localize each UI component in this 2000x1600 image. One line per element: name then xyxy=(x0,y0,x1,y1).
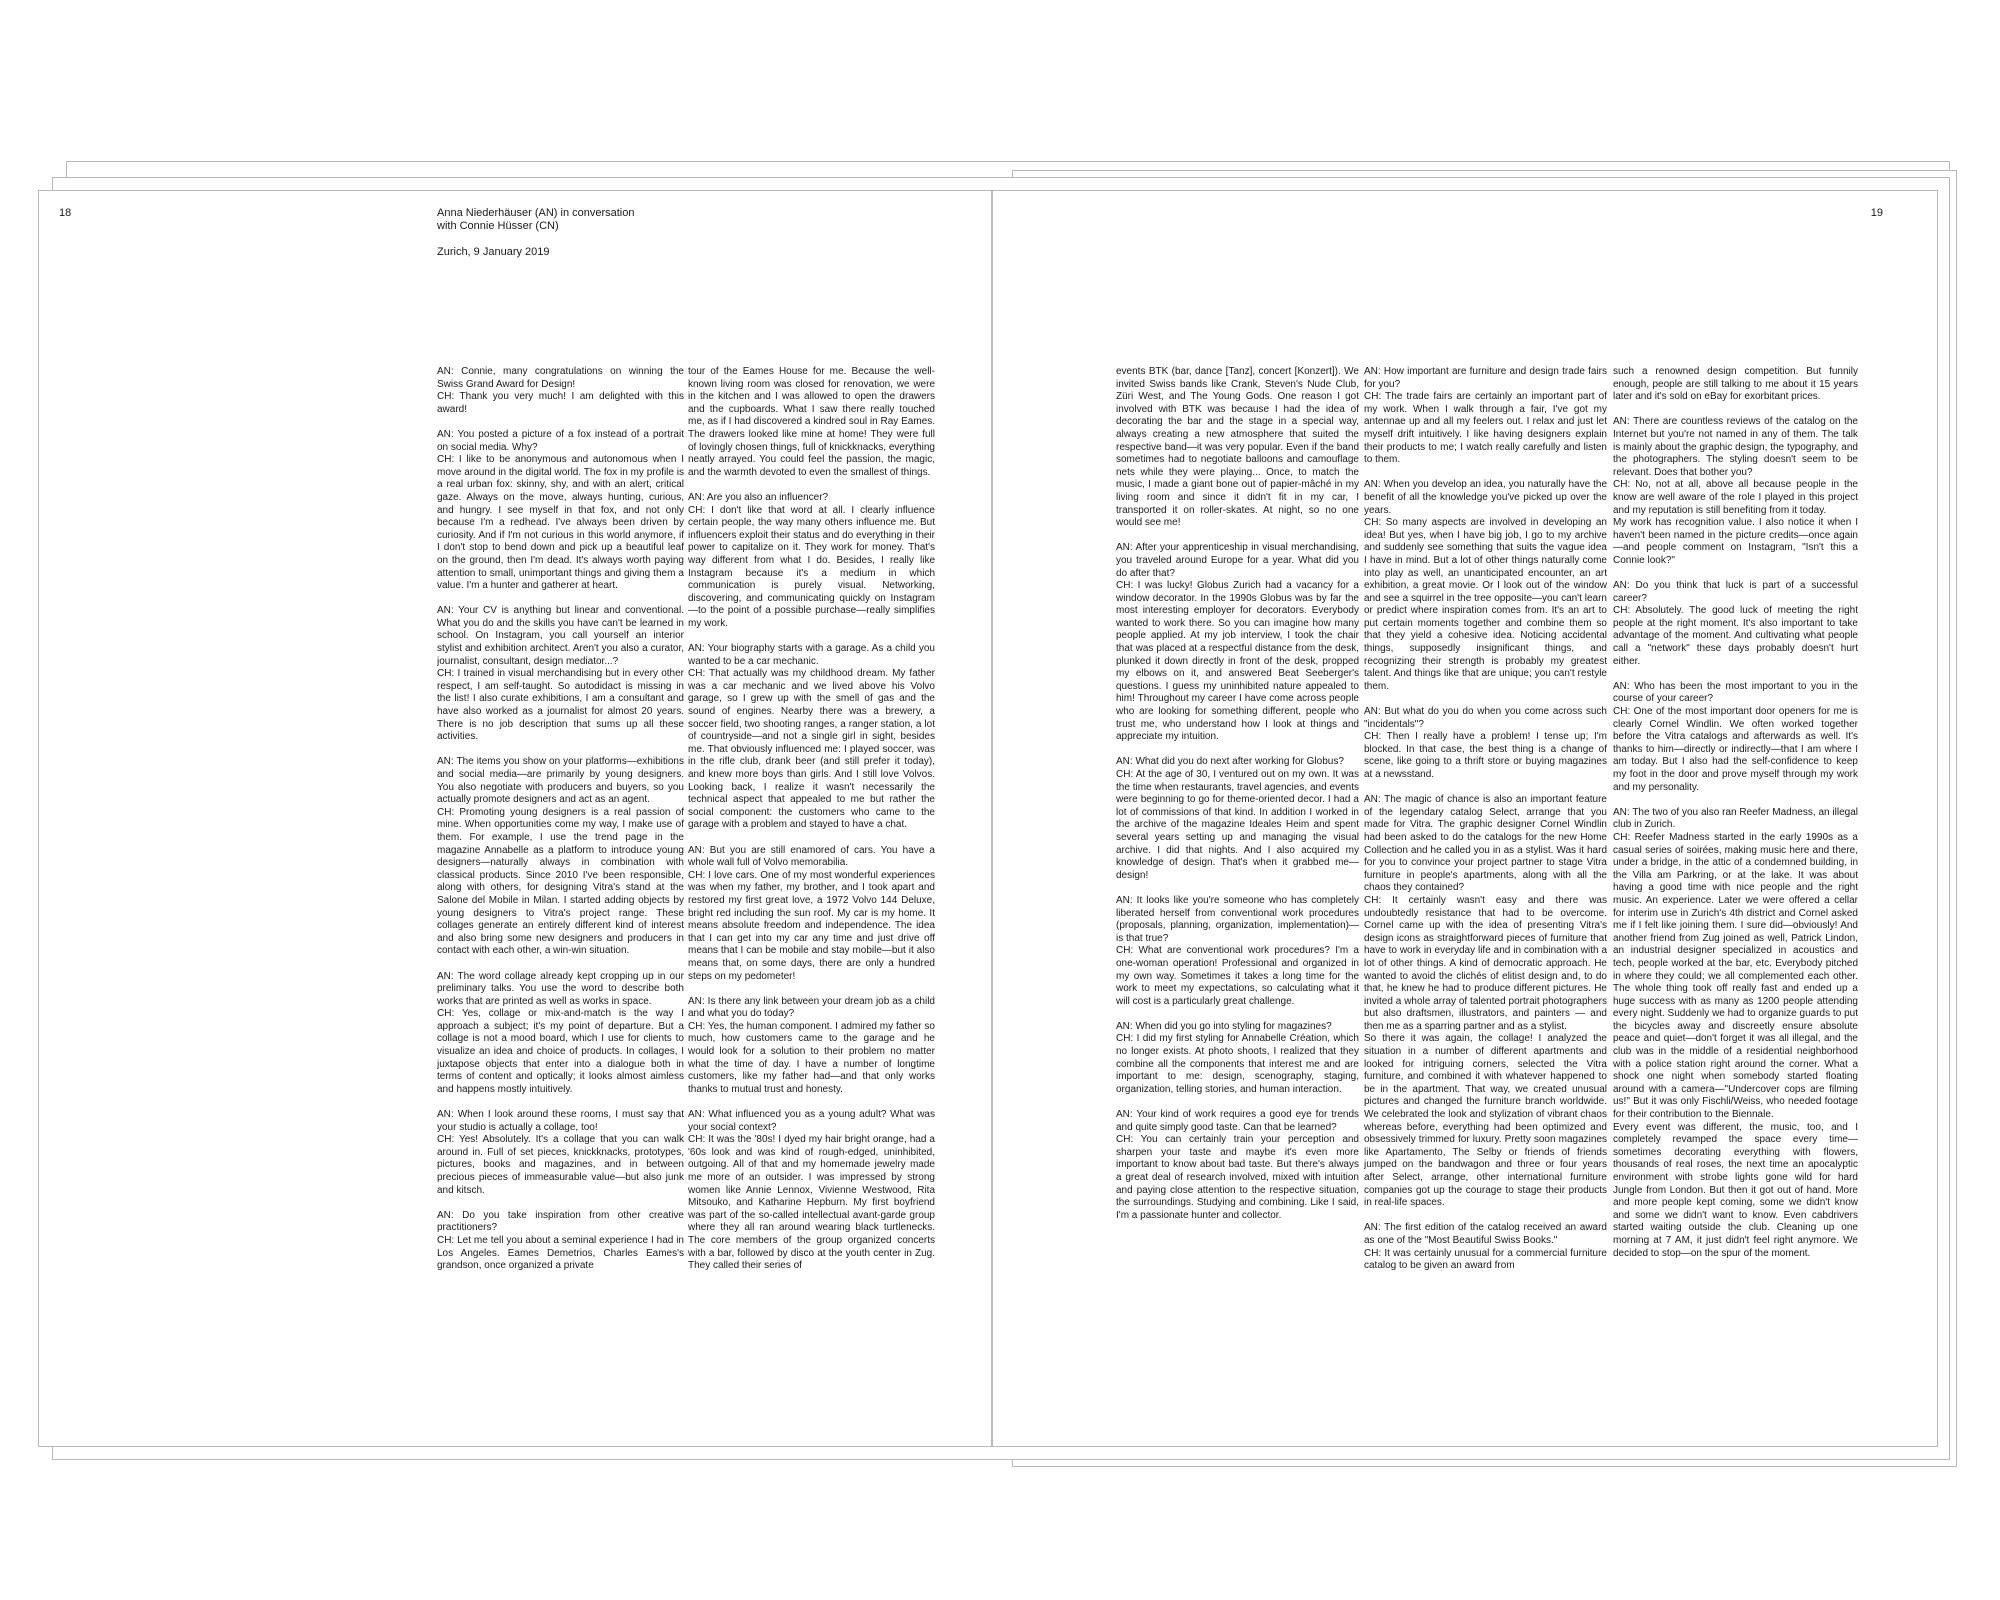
page-number: 19 xyxy=(1870,207,1883,219)
header-title-line: with Connie Hüsser (CN) xyxy=(437,220,559,232)
text-column: such a renowned design competition. But funnily enough, people are still talking to me about it 15 years later and it's sold on eBay for exorbitant prices. AN: There are countless reviews of the catalog on the Internet but you're not named in any of them. The talk is mainly about the graphic design, the typography, and the photographers. The styling doesn't seem to be relevant. Does that bother you? CH: No, not at all, above all because people in the know are well aware of the role I played in this project and my reputation is still benefiting from it today. My work has recognition value. I also notice it when I haven't been named in the picture credits—once again—and people comment on Instagram, "Isn't this a Connie look?" AN: Do you think that luck is part of a successful career? CH: Absolutely. The good luck of meeting the right people at the right moment. It's also important to take advantage of the moment. And cultivating what people call a "network" these days probably doesn't hurt either. AN: Who has been the most important to you in the course of your career? CH: One of the most important door openers for me is clearly Cornel Windlin. We often worked together before the Vitra catalogs and afterwards as well. It's thanks to him—directly or indirectly—that I am where I am today. But I also had the self-confidence to keep my foot in the door and prove myself through my work and my personality. AN: The two of you also ran Reefer Madness, an illegal club in Zurich. CH: Reefer Madness started in the early 1990s as a casual series of soirées, making music here and there, under a bridge, in the attic of a condemned building, in the Villa am Parkring, or at the lake. It was about having a good time with nice people and the right music. An experience. Later we were offered a cellar for interim use in Zurich's 4th district and Cornel asked me if I felt like joining them. I sure did—obviously! And another friend from Zug joined as well, Patrick Lindon, an industrial designer specialized in acoustics and tech, people worked at the bar, etc. Everybody pitched in where they could; we all complemented each other. The whole thing took off really fast and ended up a huge success with as many as 1200 people attending every night. Suddenly we had to organize guards to put the bicycles away and discreetly ensure absolute peace and quiet—don't forget it was all illegal, and the club was in the middle of a residential neighborhood with a police station right around the corner. What a shock one night when somebody started floating around with a camera—"Undercover cops are filming us!" But it was only Fischli/Weiss, who needed footage for their contribution to the Biennale. Every event was different, the music, too, and I completely revamped the space every time—sometimes decorating everything with flowers, thousands of real roses, the next time an apocalyptic environment with strobe lights gone wild for hard Jungle from London. But then it got out of hand. More and more people kept coming, some we didn't know and some we didn't want to know. Even cabdrivers started waiting outside the club. Cleaning up one morning at 7 AM, it just didn't feel right anymore. We decided to stop—on the spur of the moment. xyxy=(1613,366,1858,1259)
header-date: Zurich, 9 January 2019 xyxy=(437,246,550,258)
text-column: tour of the Eames House for me. Because the well-known living room was closed for renovation, we were in the kitchen and I was allowed to open the drawers and the cupboards. What I saw there really touched me, as if I had discovered a kindred soul in Ray Eames. The drawers looked like mine at home! They were full of lovingly chosen things, full of knickknacks, everything neatly arrayed. You could feel the passion, the magic, and the warmth devoted to even the smallest of things. AN: Are you also an influencer? CH: I don't like that word at all. I clearly influence certain people, the way many others influence me. But influencers exploit their status and do everything in their power to capitalize on it. They work for money. That's way different from what I do. Besides, I really like Instagram because it's a medium in which communication is purely visual. Networking, discovering, and communicating quickly on Instagram—to the point of a possible purchase—really simplifies my work. AN: Your biography starts with a garage. As a child you wanted to be a car mechanic. CH: That actually was my childhood dream. My father was a car mechanic and we lived above his Volvo garage, so I grew up with the smell of gas and the sound of engines. Nearby there was a brewery, a soccer field, two shooting ranges, a ranger station, a lot of countryside—and not a single girl in sight, besides me. That obviously influenced me: I played soccer, was in the rifle club, drank beer (and still prefer it today), and knew more boys than girls. And I still love Volvos. Looking back, I realize it wasn't necessarily the technical aspect that appealed to me but rather the social component: the customers who came to the garage with a problem and stayed to have a chat. AN: But you are still enamored of cars. You have a whole wall full of Volvo memorabilia. CH: I love cars. One of my most wonderful experiences was when my father, my brother, and I took apart and restored my first great love, a 1972 Volvo 144 Deluxe, bright red including the sun roof. My car is my home. It means absolute freedom and independence. The idea that I can get into my car any time and just drive off means that I can be mobile and stay mobile—but it also means that, on some days, there are only a hundred steps on my pedometer! AN: Is there any link between your dream job as a child and what you do today? CH: Yes, the human component. I admired my father so much, how customers came to the garage and he would look for a solution to their problem no matter what the time of day. I have a number of longtime customers, like my father had—and that only works thanks to mutual trust and honesty. AN: What influenced you as a young adult? What was your social context? CH: It was the '80s! I dyed my hair bright orange, had a '60s look and was kind of rough-edged, uninhibited, outgoing. All of that and my homemade jewelry made me more of an outsider. I was impressed by strong women like Annie Lennox, Vivienne Westwood, Rita Mitsouko, and Katharine Hepburn. My first boyfriend was part of the so-called intellectual avant-garde group where they all ran around wearing black turtlenecks. The core members of the group organized concerts with a bar, followed by disco at the youth center in Zug. They called their series of xyxy=(688,366,935,1272)
article-header xyxy=(437,207,635,259)
page-number: 18 xyxy=(59,207,72,219)
header-title-line: Anna Niederhäuser (AN) in conversation xyxy=(437,207,635,219)
left-page xyxy=(38,190,992,1447)
text-column: AN: Connie, many congratulations on winning the Swiss Grand Award for Design! CH: Thank you very much! I am delighted with this award! AN: You posted a picture of a fox instead of a portrait on social media. Why? CH: I like to be anonymous and autonomous when I move around in the digital world. The fox in my profile is a real urban fox: skinny, shy, and with an alert, critical gaze. Always on the move, always hunting, curious, and hungry. I see myself in that fox, and not only because I'm a redhead. I've always been driven by curiosity. And if I'm not curious in this world anymore, if I don't stop to bend down and pick up a beautiful leaf on the ground, then I'm dead. It's always worth paying attention to small, unimportant things and giving them a value. I'm a hunter and gatherer at heart. AN: Your CV is anything but linear and conventional. What you do and the skills you have can't be learned in school. On Instagram, you call yourself an interior stylist and exhibition architect. Aren't you also a curator, journalist, consultant, design mediator...? CH: I trained in visual merchandising but in every other respect, I am self-taught. So autodidact is missing in the list! I also curate exhibitions, I am a consultant and have also worked as a journalist for almost 20 years. There is no job description that sums up all these activities. AN: The items you show on your platforms—exhibitions and social media—are primarily by young designers. You also negotiate with producers and buyers, so you actually promote designers and act as an agent. CH: Promoting young designers is a real passion of mine. When opportunities come my way, I make use of them. For example, I use the trend page in the magazine Annabelle as a platform to introduce young designers—naturally always in combination with classical products. Since 2010 I've been responsible, along with others, for designing Vitra's stand at the Salone del Mobile in Milan. I started adding objects by young designers to Vitra's project range. These collages generate an entirely different kind of interest and also bring some new designers and producers in contact with each other, a win-win situation. AN: The word collage already kept cropping up in our preliminary talks. You use the word to describe both works that are printed as well as works in space. CH: Yes, collage or mix-and-match is the way I approach a subject; it's my point of departure. But a collage is not a mood board, which I use for clients to visualize an idea and choice of products. In collages, I juxtapose objects that enter into a dialogue both in terms of content and optically; it looks almost aimless and happens mostly intuitively. AN: When I look around these rooms, I must say that your studio is actually a collage, too! CH: Yes! Absolutely. It's a collage that you can walk around in. Full of set pieces, knickknacks, prototypes, pictures, books and magazines, and in between precious pieces of immeasurable value—but also junk and kitsch. AN: Do you take inspiration from other creative practitioners? CH: Let me tell you about a seminal experience I had in Los Angeles. Eames Demetrios, Charles Eames's grandson, once organized a private xyxy=(437,366,684,1272)
text-column: events BTK (bar, dance [Tanz], concert [Konzert]). We invited Swiss bands like Crank, Steven's Nude Club, Züri West, and The Young Gods. One reason I got involved with BTK was because I had the idea of decorating the bar and the stage in a special way, always creating a new atmosphere that suited the respective band—it was very popular. Even if the band sometimes had to negotiate balloons and camouflage nets while they were playing... Once, to match the music, I made a giant bone out of papier-mâché in my living room and since it didn't fit in my car, I transported it on roller-skates. At night, so no one would see me! AN: After your apprenticeship in visual merchandising, you traveled around Europe for a year. What did you do after that? CH: I was lucky! Globus Zurich had a vacancy for a window decorator. In the 1990s Globus was by far the most interesting employer for decorators. Everybody wanted to work there. So you can imagine how many people applied. At my job interview, I took the chair that was placed at a respectful distance from the desk, plunked it down directly in front of the desk, propped my elbows on it, and answered Beat Seeberger's questions. I guess my uninhibited nature appealed to him! Throughout my career I have come across people who are looking for something different, people who trust me, who understand how I look at things and appreciate my intuition. AN: What did you do next after working for Globus? CH: At the age of 30, I ventured out on my own. It was the time when restaurants, travel agencies, and events were beginning to go for theme-oriented decor. I had a lot of commissions of that kind. In addition I worked in the archive of the magazine Ideales Heim and spent several years setting up and managing the visual archive. I did that nights. And I also acquired my knowledge of design. That's when it grabbed me—design! AN: It looks like you're someone who has completely liberated herself from conventional work procedures (proposals, planning, organization, implementation)—is that true? CH: What are conventional work procedures? I'm a one-woman operation! Professional and organized in my own way. Sometimes it takes a long time for the work to meet my expectations, so calculating what it will cost is a particularly great challenge. AN: When did you go into styling for magazines? CH: I did my first styling for Annabelle Création, which no longer exists. At photo shoots, I realized that they combine all the components that interest me and are important to me: design, scenography, staging, organization, telling stories, and human interaction. AN: Your kind of work requires a good eye for trends and quite simply good taste. Can that be learned? CH: You can certainly train your perception and sharpen your taste and maybe it's even more important to know about bad taste. But there's always a great deal of research involved, mixed with intuition and paying close attention to the respective situation, the surroundings. Studying and combining. Like I said, I'm a passionate hunter and collector. xyxy=(1116,366,1359,1221)
text-column: AN: How important are furniture and design trade fairs for you? CH: The trade fairs are certainly an important part of my work. When I walk through a fair, I've got my antennae up and all my feelers out. I relax and just let myself drift intuitively. I like having designers explain their products to me; I watch really carefully and listen to them. AN: When you develop an idea, you naturally have the benefit of all the knowledge you've picked up over the years. CH: So many aspects are involved in developing an idea! But yes, when I have big job, I go to my archive and suddenly see something that suits the vague idea I have in mind. But a lot of other things naturally come into play as well, an unanticipated encounter, an art exhibition, a great movie. Or I look out of the window and see a squirrel in the tree opposite—you can't learn or predict where inspiration comes from. It's an art to put certain moments together and combine them so that they yield a cohesive idea. Noticing accidental things, supposedly insignificant things, and recognizing their strength is probably my greatest talent. And things like that are unique; you can't restyle them. AN: But what do you do when you come across such "incidentals"? CH: Then I really have a problem! I tense up; I'm blocked. In that case, the best thing is a change of scene, like going to a thrift store or buying magazines at a newsstand. AN: The magic of chance is also an important feature of the legendary catalog Select, arrange that you made for Vitra. The graphic designer Cornel Windlin had been asked to do the catalogs for the new Home Collection and he called you in as a stylist. Was it hard for you to convince your project partner to stage Vitra furniture in people's apartments, along with all the chaos they contained? CH: It certainly wasn't easy and there was undoubtedly resistance that had to be overcome. Cornel came up with the idea of presenting Vitra's design icons as straightforward pieces of furniture that have to work in everyday life and in combination with a lot of other things. A kind of democratic approach. He wanted to avoid the clichés of elitist design and, to do that, he knew he had to produce different pictures. He invited a whole array of talented portrait photographers but also draftsmen, illustrators, and painters — and then me as a sparring partner and as a stylist. So there it was again, the collage! I analyzed the situation in a number of different apartments and looked for intriguing corners, selected the Vitra furniture, and combined it with whatever happened to be in the apartment. That way, we created unusual pictures and changed the furniture branch worldwide. We celebrated the look and stylization of vibrant chaos whereas before, everything had been optimized and obsessively trimmed for luxury. Pretty soon magazines like Apartamento, The Selby or friends of friends jumped on the bandwagon and three or four years after Select, arrange, other international furniture companies got up the courage to stage their products in real-life spaces. AN: The first edition of the catalog received an award as one of the "Most Beautiful Swiss Books." CH: It was certainly unusual for a commercial furniture catalog to be given an award from xyxy=(1364,366,1607,1272)
right-page xyxy=(992,190,1938,1447)
